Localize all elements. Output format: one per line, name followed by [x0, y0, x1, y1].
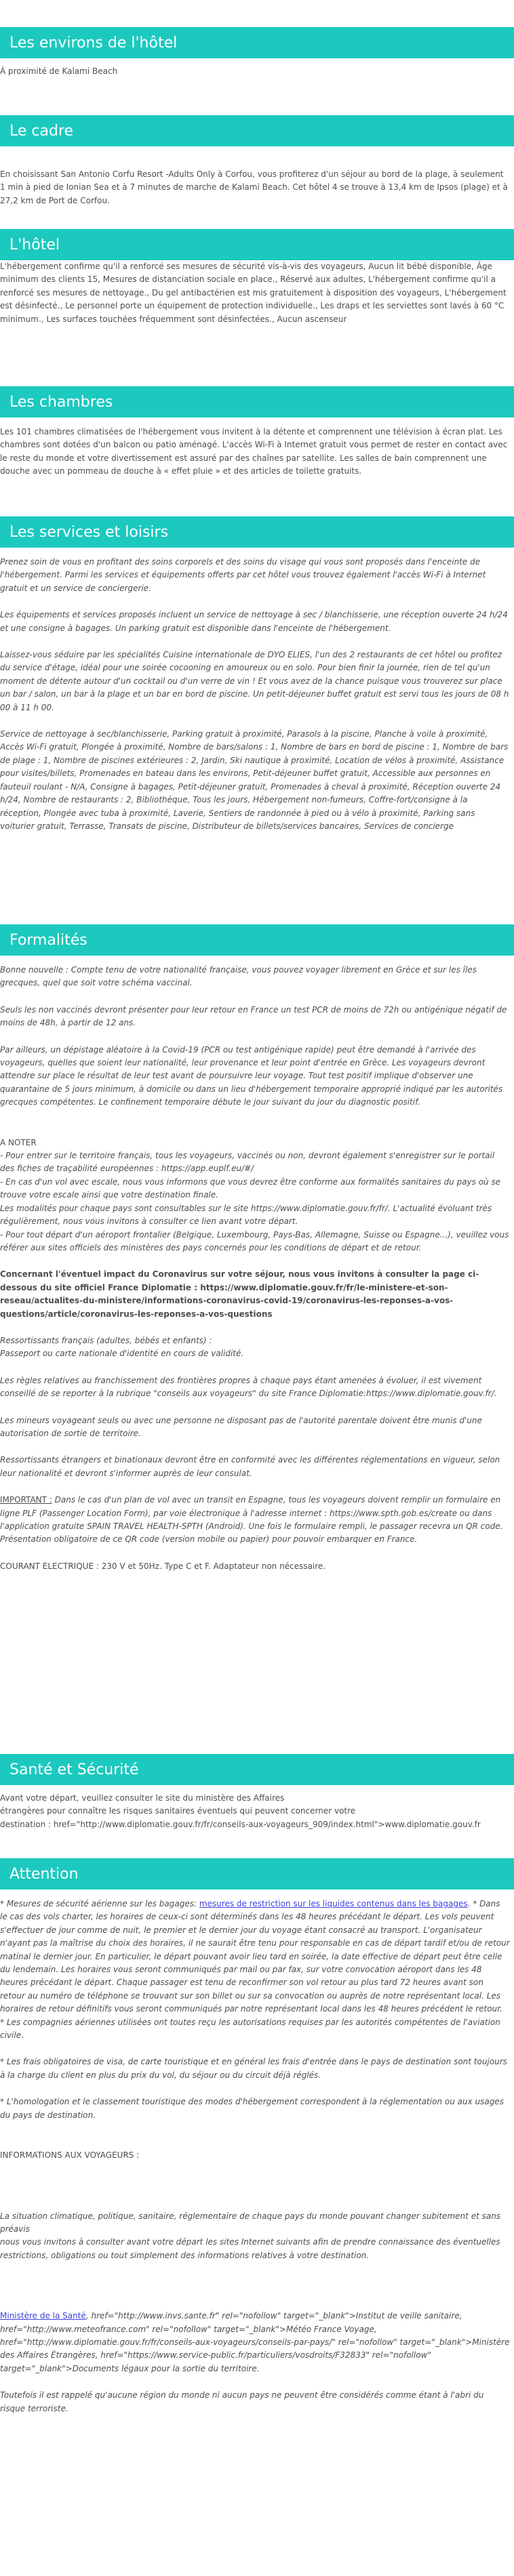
ministere-paragraph	[0, 2310, 510, 2375]
section-cadre	[0, 79, 514, 221]
section-title: Attention	[0, 1858, 514, 1889]
section-title: Les services et loisirs	[0, 516, 514, 548]
ministere-sante-link[interactable]: Ministère de la Santé	[0, 2311, 86, 2321]
mesures-prefix: * Mesures de sécurité aérienne sur les bagages:	[0, 1899, 199, 1908]
section-title: L'hôtel	[0, 229, 514, 260]
homologation: * L'homologation et le classement touristique des modes d'hébergement correspondent à la réglementation ou aux usages du pays de destination.	[0, 2097, 504, 2120]
sante-line-2: étrangères pour connaître les risques sanitaires éventuels qui peuvent concerner votre	[0, 1806, 356, 1816]
section-title: Le cadre	[0, 115, 514, 146]
non-vaccines: Seuls les non vaccinés devront présenter pour leur retour en France un test PCR de moins de 72h ou antigénique négatif de moins de 48h, à partir de 12 ans.	[0, 1004, 507, 1028]
depistage: Par ailleurs, un dépistage aléatoire à la Covid-19 (PCR ou test antigénique rapide) peut être demandé à l'arrivée des voyageurs, quelles que soient leur nationalité, leur provenance et leur point d'entrée en Grèce. Les voyageurs devront attendre sur place le résultat de leur test avant de poursuivre leur voyage. Tout test positif implique d'observer une quarantaine de 5 jours minimum, à domicile ou dans un lieu d'hébergement temporaire approprié indiqué par les autorités grecques compétentes. Le confinement temporaire débute le jour suivant du jour du diagnostic positif.	[0, 1044, 503, 1107]
mesures-paragraph	[0, 1898, 510, 2016]
section-title: Santé et Sécurité	[0, 1754, 514, 1785]
ressortissants-2: Passeport ou carte nationale d'identité en cours de validité.	[0, 1349, 244, 1359]
chambres-text: Les 101 chambres climatisées de l'hébergement vous invitent à la détente et comprennent une télévision à écran plat. Les chambres sont dotées d'un balcon ou patio aménagé. L'accès Wi-Fi à Internet gratuit vous permet de rester en contact avec le reste du monde et votre divertissement est assuré par des chaînes par satellite. Les salles de bain comprennent une douche avec un pommeau de douche à « effet pluie » et des articles de toilette gratuits.	[0, 427, 508, 476]
services-paragraph-4: Service de nettoyage à sec/blanchisserie, Parking gratuit à proximité, Parasols à la piscine, Planche à voile à proximité, Accès Wi-Fi gratuit, Plongée à proximité, Nombre de bars/salons : 1, Nombre de bars en bord de piscine : 1, Nombre de bars de plage : 1, Nombre de piscines extérieures : 2, Jardin, Ski nautique à proximité, Location de vélos à proximité, Assistance pour visites/billets, Promenades en bateau dans les environs, Petit-déjeuner buffet gratuit, Accessible aux personnes en fauteuil roulant - N/A, Consigne à bagages, Petit-déjeuner gratuit, Promenades à cheval à proximité, Réception ouverte 24 h/24, Nombre de restaurants : 2, Bibliothèque, Tous les jours, Hébergement non-fumeurs, Coffre-fort/consigne à la réception, Plongée avec tuba à proximité, Laverie, Sentiers de randonnée à pied ou à vélo à proximité, Parking sans voiturier gratuit, Terrasse, Transats de piscine, Distributeur de billets/services bancaires, Services de concierge	[0, 729, 509, 831]
section-title: Les environs de l'hôtel	[0, 27, 514, 58]
section-title: Formalités	[0, 924, 514, 956]
environs-text: À proximité de Kalami Beach	[0, 66, 118, 76]
section-environs	[0, 0, 514, 79]
important-label: IMPORTANT :	[0, 1495, 52, 1505]
courant-electrique: COURANT ELECTRIQUE : 230 V et 50Hz. Type C et F. Adaptateur non nécessaire.	[0, 1561, 326, 1571]
autorisations: * Les compagnies aériennes utilisées ont toutes reçu les autorisations requises par les autorités compétentes de l'aviation civile.	[0, 2017, 500, 2041]
situation-2: nous vous invitons à consulter avant votre départ les sites Internet suivants afin de prendre connaissance des éventuelles restrictions, obligations ou tout simplement des informations relatives à votre destination.	[0, 2237, 500, 2260]
sante-line-1: Avant votre départ, veuillez consulter le site du ministère des Affaires	[0, 1793, 285, 1803]
a-noter-2: - En cas d'un vol avec escale, nous vous informons que vous devrez être conforme aux formalités sanitaires du pays où se trouve votre escale ainsi que votre destination finale.	[0, 1177, 501, 1200]
situation-1: La situation climatique, politique, sanitaire, réglementaire de chaque pays du monde pouvant changer subitement et sans préavis	[0, 2211, 501, 2234]
important-paragraph	[0, 1494, 510, 1547]
a-noter-title: A NOTER	[0, 1137, 37, 1147]
etrangers: Ressortissants étrangers et binationaux devront être en conformité avec les différentes réglementations en vigueur, selon leur nationalité et devront s'informer auprès de leur consulat.	[0, 1455, 500, 1478]
bonne-nouvelle: Bonne nouvelle : Compte tenu de votre nationalité française, vous pouvez voyager librement en Grèce et sur les îles grecques, quel que soit votre schéma vaccinal.	[0, 965, 477, 988]
ressortissants-1: Ressortissants français (adultes, bébés et enfants) :	[0, 1335, 212, 1345]
a-noter-1: - Pour entrer sur le territoire français, tous les voyageurs, vaccinés ou non, devront également s'enregistrer sur le portail des fiches de traçabilité européennes : https://app.euplf.eu/#/	[0, 1151, 495, 1174]
info-voyageurs-title: INFORMATIONS AUX VOYAGEURS :	[0, 2150, 140, 2161]
section-formalites	[0, 893, 514, 1747]
ministere-rest: , href="http://www.invs.sante.fr" rel="nofollow" target="_blank">Institut de veille sanitaire, href="http://www.meteofrance.com" rel="nofollow" target="_blank">Météo France Voyage, href="http://www.diplomatie.gouv.fr/fr/conseils-aux-voyageurs/conseils-par-pays/" rel="nofollow" target="_blank">Ministère des Affaires Étrangères, href="https://www.service-public.fr/particuliers/vosdroits/F32833" rel="nofollow" target="_blank">Documents légaux pour la sortie du territoire.	[0, 2311, 510, 2373]
mesures-rest: . * Dans le cas des vols charter, les horaires de ceux-ci sont déterminés dans les 48 heures précédant le départ. Les vols peuvent s'effectuer de jour comme de nuit, le premier et le dernier jour du voyage étant consacré au transport. L'organisateur n'ayant pas la maîtrise du choix des horaires, il ne saurait être tenu pour responsable en cas de départ tardif et/ou de retour matinal le dernier jour. En particulier, le départ pouvant avoir lieu tard en soirée, la date effective de départ peut être celle du lendemain. Les horaires vous seront communiqués par mail ou par fax, sur votre convocation aéroport dans les 48 heures précédant le départ. Chaque passager est tenu de reconfirmer son vol retour au plus tard 72 heures avant son retour au numéro de téléphone se trouvant sur son billet ou sur sa convocation ou auprès de notre représentant local. Les horaires de retour définitifs vous seront communiqués par notre représentant local dans les 48 heures précédent le retour.	[0, 1899, 510, 2014]
sante-line-3: destination : href="http://www.diplomatie.gouv.fr/fr/conseils-aux-voyageurs_909/index.html">www.diplomatie.gouv.fr	[0, 1819, 481, 1829]
concerne-coronavirus: Concernant l'éventuel impact du Coronavirus sur votre séjour, nous vous invitons à consulter la page ci-dessous du site officiel France Diplomatie : https://www.diplomatie.gouv.fr/fr/le-ministere-et-son-reseau/actualites-du-ministere/informations-coronavirus-covid-19/coronavirus-les-reponses-a-vos-questions/article/coronavirus-les-reponses-a-vos-questions	[0, 1269, 479, 1319]
services-paragraph-2: Les équipements et services proposés incluent un service de nettoyage à sec / blanchisserie, une réception ouverte 24 h/24 et une consigne à bagages. Un parking gratuit est disponible dans l'enceinte de l'hébergement.	[0, 610, 508, 633]
toutefois: Toutefois il est rappelé qu'aucune région du monde ni aucun pays ne peuvent être considérés comme étant à l'abri du risque terroriste.	[0, 2390, 484, 2413]
services-paragraph-1: Prenez soin de vous en profitant des soins corporels et des soins du visage qui vous sont proposés dans l'enceinte de l'hébergement. Parmi les services et équipements offerts par cet hôtel vous trouvez également l'accès Wi-Fi à Internet gratuit et un service de conciergerie.	[0, 557, 486, 593]
frais: * Les frais obligatoires de visa, de carte touristique et en général les frais d'entrée dans le pays de destination sont toujours à la charge du client en plus du prix du vol, du séjour ou du circuit déjà réglés.	[0, 2057, 507, 2080]
services-paragraph-3: Laissez-vous séduire par les spécialités Cuisine internationale de DYO ELIES, l'un des 2 restaurants de cet hôtel ou profitez du service d'étage, idéal pour une soirée cocooning en amoureux ou en solo. Pour bien finir la journée, rien de tel qu'un moment de détente autour d'un cocktail ou d'un verre de vin ! Et vous avez de la chance puisque vous trouverez sur place un bar / salon, un bar à la plage et un bar en bord de piscine. Un petit-déjeuner buffet gratuit est servi tous les jours de 08 h 00 à 11 h 00.	[0, 650, 509, 712]
section-title: Les chambres	[0, 386, 514, 417]
regles-frontieres: Les règles relatives au franchissement des frontières propres à chaque pays étant amenées à évoluer, il est vivement conseillé de se reporter à la rubrique "conseils aux voyageurs" du site France Diplomatie:https://www.diplomatie.gouv.fr/.	[0, 1375, 497, 1399]
section-chambres	[0, 362, 514, 491]
a-noter-3: Les modalités pour chaque pays sont consultables sur le site https://www.diplomatie.gouv.fr/fr/. L'actualité évoluant très régulièrement, nous vous invitons à consulter ce lien avant votre départ.	[0, 1203, 492, 1227]
mineurs: Les mineurs voyageant seuls ou avec une personne ne disposant pas de l'autorité parentale doivent être munis d'une autorisation de sortie de territoire.	[0, 1415, 482, 1438]
liquides-link[interactable]: mesures de restriction sur les liquides contenus dans les bagages	[199, 1899, 468, 1908]
section-sante	[0, 1747, 514, 1858]
a-noter-4: - Pour tout départ d'un aéroport frontalier (Belgique, Luxembourg, Pays-Bas, Allemagne, Suisse ou Espagne...), veuillez vous référer aux sites officiels des ministères des pays concernés pour les conditions de départ et de retour.	[0, 1229, 509, 1252]
section-attention	[0, 1858, 514, 2482]
section-hotel	[0, 221, 514, 362]
hotel-text: L'hébergement confirme qu'il a renforcé ses mesures de sécurité vis-à-vis des voyageurs, Aucun lit bébé disponible, Âge minimum des clients 15, Mesures de distanciation sociale en place., Réservé aux adultes, L'hébergement confirme qu'il a renforcé ses mesures de nettoyage., Du gel antibactérien est mis gratuitement à disposition des voyageurs, L'hébergement est désinfecté., Le personnel porte un équipement de protection individuelle., Les draps et les serviettes sont lavés à 60 °C minimum., Les surfaces touchées fréquemment sont désinfectées., Aucun ascenseur	[0, 262, 507, 324]
cadre-text: En choisissant San Antonio Corfu Resort -Adults Only à Corfou, vous profiterez d'un séjour au bord de la plage, à seulement 1 min à pied de Ionian Sea et à 7 minutes de marche de Kalami Beach. Cet hôtel 4 se trouve à 13,4 km de Ipsos (plage) et à 27,2 km de Port de Corfou.	[0, 169, 508, 205]
important-text: Dans le cas d'un plan de vol avec un transit en Espagne, tous les voyageurs doivent remplir un formulaire en ligne PLF (Passenger Location Form), par voie électronique à l'adresse internet : https://www.spth.gob.es/create ou dans l'application gratuite SPAIN TRAVEL HEALTH-SPTH (Android). Une fois le formulaire rempli, le passager recevra un QR code. Présentation obligatoire de ce QR code (version mobile ou papier) pour pouvoir embarquer en France.	[0, 1495, 503, 1545]
section-services	[0, 491, 514, 893]
